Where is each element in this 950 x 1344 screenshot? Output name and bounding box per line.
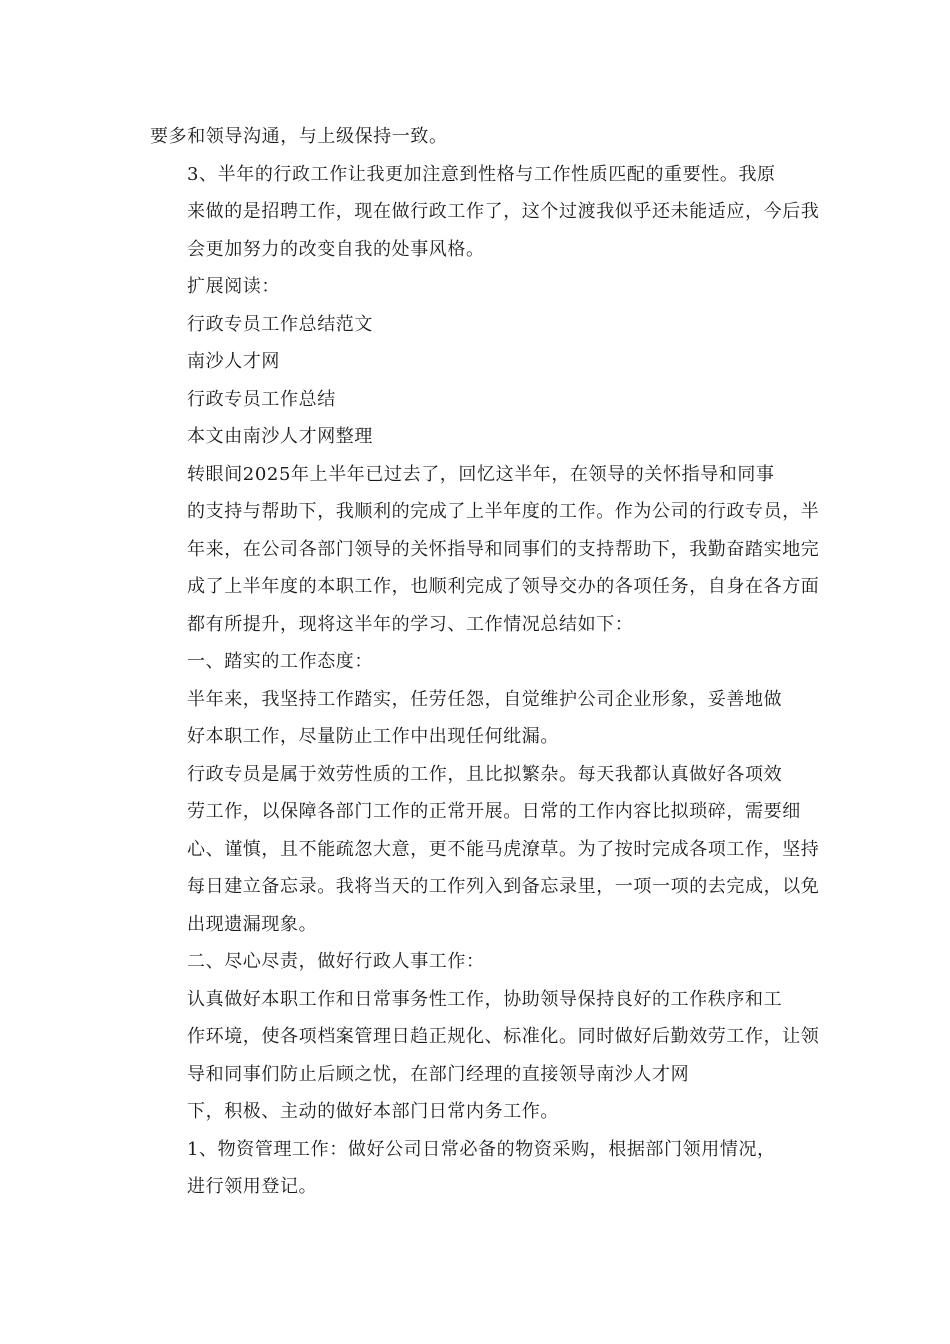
text-line: 心、谨慎，且不能疏忽大意，更不能马虎潦草。为了按时完成各项工作，坚持 <box>187 838 820 860</box>
paragraph <box>150 118 802 156</box>
text-line: 来做的是招聘工作，现在做行政工作了，这个过渡我似乎还未能适应，今后我 <box>187 201 820 222</box>
text-line: 都有所提升，现将这半年的学习、工作情况总结如下： <box>187 613 634 635</box>
paragraph <box>150 943 802 981</box>
text-line: 出现遗漏现象。 <box>187 913 318 935</box>
paragraph <box>150 156 820 269</box>
text-line: 行政专员是属于效劳性质的工作，且比拟繁杂。每天我都认真做好各项效 <box>187 763 783 785</box>
text-line: 行政专员工作总结范文 <box>187 313 373 335</box>
text-line: 1、物资管理工作：做好公司日常必备的物资采购，根据部门领用情况， <box>187 1138 776 1160</box>
text-line: 半年来，我坚持工作踏实，任劳任怨，自觉维护公司企业形象，妥善地做 <box>187 688 783 710</box>
text-line: 年来，在公司各部门领导的关怀指导和同事们的支持帮助下，我勤奋踏实地完 <box>187 538 820 560</box>
text-line: 的支持与帮助下，我顺利的完成了上半年度的工作。作为公司的行政专员，半 <box>187 501 820 522</box>
text-line: 扩展阅读： <box>187 276 280 297</box>
text-line: 每日建立备忘录。我将当天的工作列入到备忘录里，一项一项的去完成，以免 <box>187 876 820 897</box>
paragraph <box>150 756 820 944</box>
text-line: 3、半年的行政工作让我更加注意到性格与工作性质匹配的重要性。我原 <box>187 163 776 185</box>
text-line: 行政专员工作总结 <box>187 388 336 410</box>
paragraph <box>150 381 802 419</box>
text-line: 认真做好本职工作和日常事务性工作，协助领导保持良好的工作秩序和工 <box>187 988 783 1010</box>
text-line: 一、踏实的工作态度： <box>187 651 373 672</box>
text-line: 转眼间2025年上半年已过去了，回忆这半年，在领导的关怀指导和同事 <box>187 463 775 485</box>
text-line: 要多和领导沟通，与上级保持一致。 <box>150 126 448 147</box>
paragraph <box>150 643 802 681</box>
text-line: 作环境，使各项档案管理日趋正规化、标准化。同时做好后勤效劳工作，让领 <box>187 1026 820 1047</box>
paragraph <box>150 268 802 306</box>
text-line: 劳工作，以保障各部门工作的正常开展。日常的工作内容比拟琐碎，需要细 <box>187 801 801 822</box>
paragraph <box>150 456 820 644</box>
text-line: 会更加努力的改变自我的处事风格。 <box>187 238 485 260</box>
paragraph <box>150 681 802 756</box>
text-line: 二、尽心尽责，做好行政人事工作： <box>187 951 485 972</box>
paragraph <box>150 981 820 1094</box>
text-line: 导和同事们防止后顾之忧，在部门经理的直接领导南沙人才网 <box>187 1063 690 1085</box>
document-body <box>150 118 820 1206</box>
paragraph <box>150 418 802 456</box>
paragraph <box>150 1093 802 1131</box>
text-line: 南沙人才网 <box>187 351 280 372</box>
text-line: 下，积极、主动的做好本部门日常内务工作。 <box>187 1101 559 1122</box>
paragraph <box>150 343 802 381</box>
text-line: 成了上半年度的本职工作，也顺利完成了领导交办的各项任务，自身在各方面 <box>187 576 820 597</box>
text-line: 进行领用登记。 <box>187 1176 318 1197</box>
paragraph <box>150 1131 802 1206</box>
text-line: 本文由南沙人才网整理 <box>187 426 373 447</box>
text-line: 好本职工作，尽量防止工作中出现任何纰漏。 <box>187 726 559 747</box>
paragraph <box>150 306 802 344</box>
